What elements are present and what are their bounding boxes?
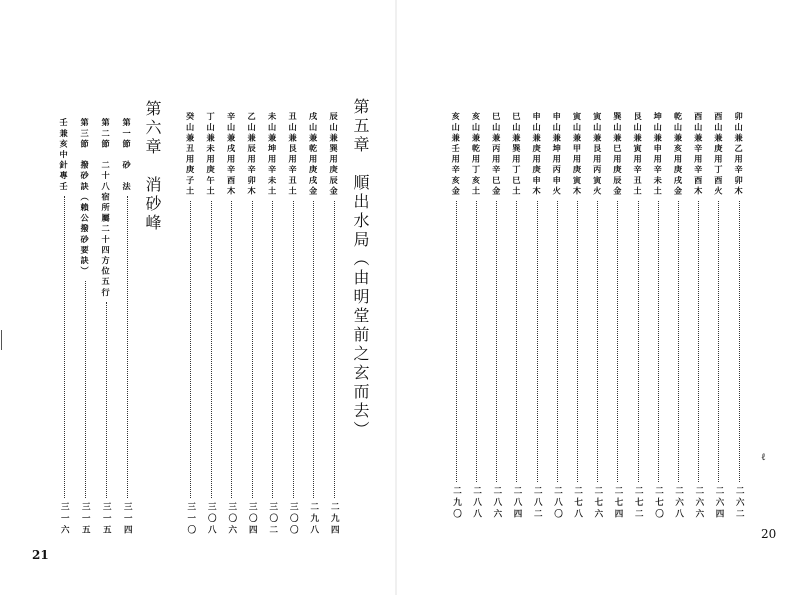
toc-entry xyxy=(78,118,92,536)
toc-entry-title: 巳山兼巽用丁巳土 xyxy=(511,112,522,197)
toc-page-number: 三一四 xyxy=(122,501,133,536)
toc-entry-title: 酉山兼庚用丁酉火 xyxy=(713,112,724,197)
toc-page-number: 二七四 xyxy=(613,485,624,520)
toc-entry-title: 巽山兼巳用庚辰金 xyxy=(612,112,623,197)
toc-entry-title: 丑山兼艮用辛丑土 xyxy=(288,112,299,197)
toc-entry-title: 寅山兼甲用庚寅木 xyxy=(572,112,583,197)
toc-entry-title: 第三節 撥砂訣（賴公撥砂要訣） xyxy=(80,118,91,277)
toc-page-number: 二九〇 xyxy=(451,485,462,520)
dot-leader xyxy=(127,196,128,497)
dot-leader xyxy=(516,201,517,482)
toc-entry xyxy=(307,112,321,536)
dot-leader xyxy=(537,201,538,482)
toc-page-number: 三〇二 xyxy=(267,501,278,536)
chapter5-title xyxy=(350,98,370,440)
page-number: 20 xyxy=(761,527,777,541)
handwritten-mark: ℓ xyxy=(761,452,766,463)
toc-entry-title: 亥山兼乾用丁亥土 xyxy=(471,112,482,197)
toc-entry xyxy=(204,112,218,536)
chapter6-title xyxy=(142,100,162,260)
dot-leader xyxy=(678,201,679,482)
toc-page-number: 二六二 xyxy=(734,485,745,520)
dot-leader xyxy=(272,201,273,498)
toc-entry-title: 未山兼坤用辛未土 xyxy=(267,112,278,197)
toc-page-number: 二九四 xyxy=(329,501,340,536)
toc-entry-title: 癸山兼丑用庚子土 xyxy=(185,112,196,197)
page-edge-mark xyxy=(1,330,2,350)
toc-entry xyxy=(490,112,504,520)
toc-page-number: 二七六 xyxy=(592,485,603,520)
toc-page-number: 二七八 xyxy=(572,485,583,520)
dot-leader xyxy=(64,196,65,497)
toc-page-number: 三〇八 xyxy=(206,501,217,536)
toc-entry xyxy=(510,112,524,520)
toc-entry xyxy=(99,118,113,536)
toc-entry xyxy=(732,112,746,520)
toc-entry xyxy=(611,112,625,520)
page-number: 21 xyxy=(32,548,49,562)
dot-leader xyxy=(252,201,253,498)
toc-page-number: 三一〇 xyxy=(185,501,196,536)
toc-entry xyxy=(286,112,300,536)
toc-entry-title: 艮山兼寅用辛丑土 xyxy=(633,112,644,197)
toc-page-number: 二八〇 xyxy=(552,485,563,520)
toc-entry xyxy=(570,112,584,520)
dot-leader xyxy=(476,201,477,482)
chapter-title: 第五章 順出水局（由明堂前之玄而去） xyxy=(351,98,370,440)
dot-leader xyxy=(718,201,719,482)
dot-leader xyxy=(85,281,86,498)
toc-entry xyxy=(671,112,685,520)
dot-leader xyxy=(658,201,659,482)
toc-page-number: 二八二 xyxy=(532,485,543,520)
toc-page-number: 二八六 xyxy=(491,485,502,520)
toc-entry-title: 亥山兼壬用辛亥金 xyxy=(451,112,462,197)
toc-page-number: 三一五 xyxy=(101,501,112,536)
dot-leader xyxy=(739,201,740,482)
toc-entry xyxy=(327,112,341,536)
toc-entry-title: 寅山兼艮用丙寅火 xyxy=(592,112,603,197)
dot-leader xyxy=(557,201,558,482)
toc-entry-title: 乙山兼辰用辛卯木 xyxy=(247,112,258,197)
toc-page-number: 三一五 xyxy=(80,501,91,536)
toc-entry xyxy=(449,112,463,520)
toc-entry xyxy=(57,118,71,536)
toc-page-number: 二七二 xyxy=(633,485,644,520)
toc-entry xyxy=(631,112,645,520)
chapter-title: 第六章 消砂峰 xyxy=(143,100,162,233)
dot-leader xyxy=(293,201,294,498)
toc-entry xyxy=(266,112,280,536)
toc-page-number: 二六八 xyxy=(673,485,684,520)
toc-entry-title: 丁山兼未用庚午土 xyxy=(206,112,217,197)
toc-entry-title: 辰山兼巽用庚辰金 xyxy=(329,112,340,197)
toc-page-number: 三〇六 xyxy=(226,501,237,536)
dot-leader xyxy=(106,302,107,497)
dot-leader xyxy=(456,201,457,482)
toc-page-number: 二八八 xyxy=(471,485,482,520)
toc-entry xyxy=(225,112,239,536)
toc-entry-title: 第一節 砂 法 xyxy=(122,118,133,193)
toc-entry-title: 坤山兼申用辛未土 xyxy=(653,112,664,197)
toc-entry xyxy=(469,112,483,520)
toc-entry-title: 申山兼坤用丙申火 xyxy=(552,112,563,197)
toc-page-number: 二六六 xyxy=(693,485,704,520)
toc-entry xyxy=(120,118,134,536)
dot-leader xyxy=(313,201,314,498)
dot-leader xyxy=(334,201,335,498)
dot-leader xyxy=(617,201,618,482)
dot-leader xyxy=(577,201,578,482)
dot-leader xyxy=(211,201,212,498)
dot-leader xyxy=(496,201,497,482)
toc-entry xyxy=(530,112,544,520)
right-page xyxy=(397,0,793,595)
toc-page-number: 三〇四 xyxy=(247,501,258,536)
toc-page-number: 三〇〇 xyxy=(288,501,299,536)
toc-page-number: 二六四 xyxy=(714,485,725,520)
toc-entry-title: 申山兼庚用庚申木 xyxy=(532,112,543,197)
toc-entry xyxy=(550,112,564,520)
toc-entry-title: 酉山兼辛用辛酉木 xyxy=(693,112,704,197)
left-page xyxy=(0,0,396,595)
dot-leader xyxy=(190,201,191,498)
toc-entry-title: 壬兼亥中針專壬 xyxy=(59,118,70,193)
toc-page-number: 三一六 xyxy=(59,501,70,536)
toc-page-number: 二八四 xyxy=(512,485,523,520)
toc-entry-title: 辛山兼戌用辛酉木 xyxy=(226,112,237,197)
toc-entry xyxy=(591,112,605,520)
toc-entry-title: 戌山兼乾用庚戌金 xyxy=(308,112,319,197)
toc-entry-title: 巳山兼丙用辛巳金 xyxy=(491,112,502,197)
toc-entry xyxy=(651,112,665,520)
dot-leader xyxy=(597,201,598,482)
dot-leader xyxy=(231,201,232,498)
toc-page-number: 二七〇 xyxy=(653,485,664,520)
toc-entry-title: 卯山兼乙用辛卯木 xyxy=(734,112,745,197)
toc-entry-title: 第二節 二十八宿所屬二十四方位五行 xyxy=(101,118,112,299)
toc-entry xyxy=(245,112,259,536)
toc-entry xyxy=(712,112,726,520)
toc-entry xyxy=(184,112,198,536)
toc-page-number: 二九八 xyxy=(308,501,319,536)
dot-leader xyxy=(638,201,639,482)
toc-entry-title: 乾山兼亥用庚戌金 xyxy=(673,112,684,197)
toc-entry xyxy=(692,112,706,520)
dot-leader xyxy=(698,201,699,482)
